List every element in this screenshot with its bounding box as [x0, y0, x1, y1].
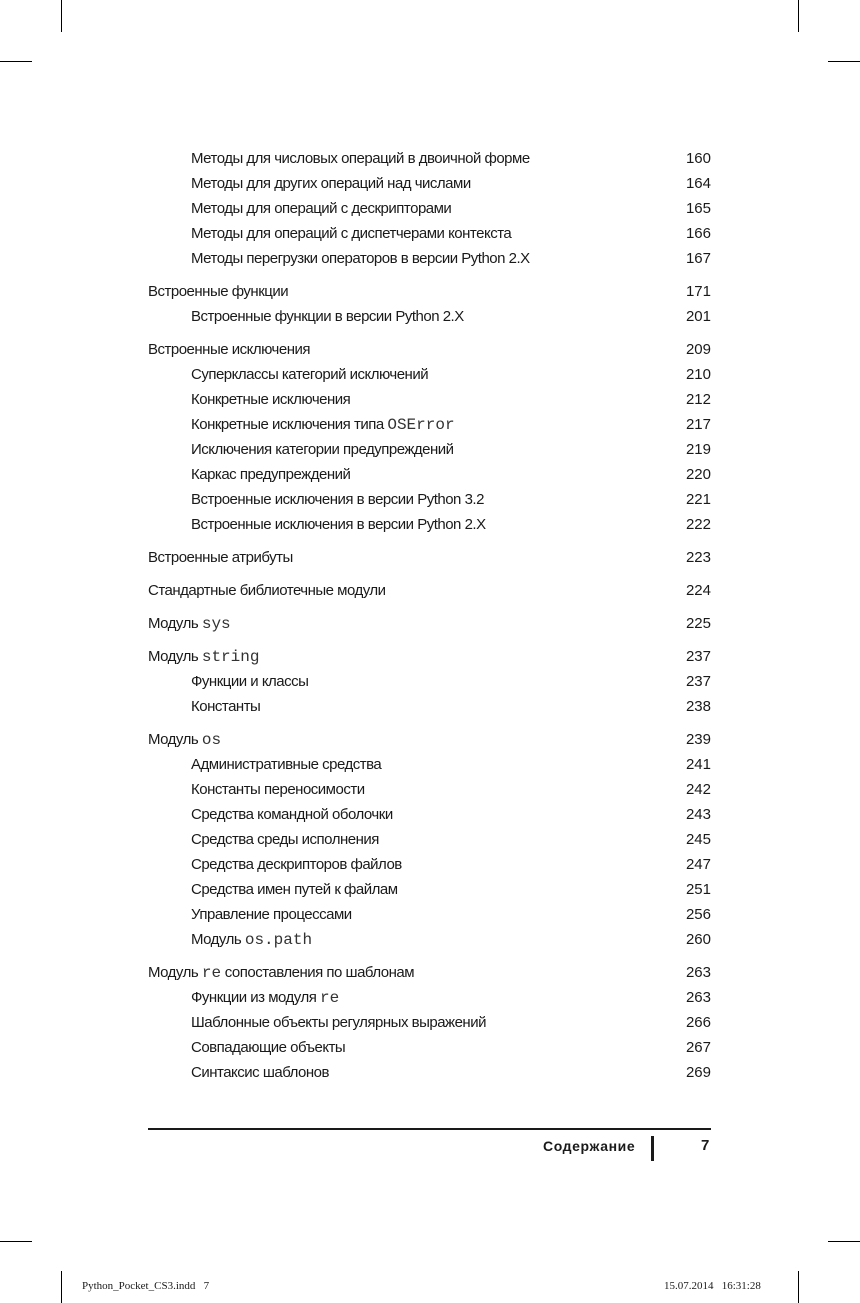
toc-entry-title	[191, 1010, 486, 1035]
toc-subentry[interactable]	[148, 1060, 711, 1085]
crop-mark	[798, 0, 799, 32]
footer-rule	[148, 1128, 711, 1130]
code-term: sys	[201, 615, 231, 633]
toc-page-number: 247	[685, 856, 711, 873]
crop-mark	[798, 1271, 799, 1303]
title-text: Административные средства	[191, 756, 382, 773]
toc-page-number: 224	[685, 582, 711, 599]
footer-divider	[651, 1136, 654, 1161]
toc-page-number: 165	[685, 200, 711, 217]
toc-entry[interactable]	[148, 644, 711, 669]
toc-subentry[interactable]	[148, 246, 711, 271]
title-text: Средства среды исполнения	[191, 831, 379, 848]
title-text: Встроенные исключения в версии Python 3.2	[191, 491, 484, 508]
toc-entry-title	[191, 196, 451, 221]
title-text: Методы перегрузки операторов в версии Python 2.X	[191, 250, 530, 267]
toc-page-number: 210	[685, 366, 711, 383]
toc-page-number: 219	[685, 441, 711, 458]
title-text: Методы для операций с дескрипторами	[191, 200, 452, 217]
toc-entry-title	[191, 487, 484, 512]
toc-subentry[interactable]	[148, 387, 711, 412]
toc-entry-title	[148, 960, 414, 986]
toc-subentry[interactable]	[148, 927, 711, 952]
toc-entry[interactable]	[148, 279, 711, 304]
toc-entry-title	[191, 694, 260, 719]
toc-page-number: 242	[685, 781, 711, 798]
toc-page-number: 164	[685, 175, 711, 192]
toc-subentry[interactable]	[148, 304, 711, 329]
toc-subentry[interactable]	[148, 752, 711, 777]
toc-entry-title	[148, 337, 310, 362]
toc-page-number: 167	[685, 250, 711, 267]
toc-subentry[interactable]	[148, 877, 711, 902]
toc-page-number: 243	[685, 806, 711, 823]
crop-mark	[61, 0, 62, 32]
toc-subentry[interactable]	[148, 669, 711, 694]
toc-page-number: 266	[685, 1014, 711, 1031]
toc-page-number: 251	[685, 881, 711, 898]
toc-page-number: 263	[685, 989, 711, 1006]
toc-entry-title	[191, 412, 455, 438]
code-term: OSError	[387, 416, 455, 434]
toc-entry-title	[191, 146, 530, 171]
toc-entry-title	[148, 545, 293, 570]
toc-entry-title	[191, 752, 381, 777]
running-footer-label: Содержание	[543, 1138, 636, 1154]
toc-subentry[interactable]	[148, 852, 711, 877]
title-text: Модуль	[148, 648, 202, 665]
toc-entry-title	[191, 1060, 329, 1085]
toc-page-number: 245	[685, 831, 711, 848]
toc-entry-title	[191, 387, 350, 412]
toc-subentry[interactable]	[148, 1035, 711, 1060]
toc-subentry[interactable]	[148, 487, 711, 512]
toc-subentry[interactable]	[148, 437, 711, 462]
title-text: Конкретные исключения типа	[191, 416, 388, 433]
crop-mark	[61, 1271, 62, 1303]
toc-page-number: 223	[685, 549, 711, 566]
title-text: Средства имен путей к файлам	[191, 881, 398, 898]
title-text: Методы для числовых операций в двоичной форме	[191, 150, 530, 167]
code-term: re	[201, 964, 222, 982]
toc-entry-title	[148, 644, 259, 670]
title-text: Средства командной оболочки	[191, 806, 393, 823]
toc-page-number: 267	[685, 1039, 711, 1056]
toc-entry-title	[148, 578, 386, 603]
toc-subentry[interactable]	[148, 512, 711, 537]
toc-page-number: 160	[685, 150, 711, 167]
toc-page-number: 220	[685, 466, 711, 483]
toc-subentry[interactable]	[148, 196, 711, 221]
title-text: Средства дескрипторов файлов	[191, 856, 402, 873]
toc-subentry[interactable]	[148, 221, 711, 246]
title-text: Методы для других операций над числами	[191, 175, 471, 192]
title-text: Совпадающие объекты	[191, 1039, 346, 1056]
toc-subentry[interactable]	[148, 146, 711, 171]
toc-page-number: 263	[685, 964, 711, 981]
title-text: Стандартные библиотечные модули	[148, 582, 386, 599]
toc-entry-title	[191, 304, 464, 329]
toc-page-number: 217	[685, 416, 711, 433]
toc-page-number: 225	[685, 615, 711, 632]
toc-page-number: 256	[685, 906, 711, 923]
title-text: Синтаксис шаблонов	[191, 1064, 329, 1081]
title-text: Управление процессами	[191, 906, 352, 923]
code-term: os.path	[244, 931, 313, 949]
crop-mark	[0, 1241, 32, 1242]
toc-entry[interactable]	[148, 611, 711, 636]
toc-entry-title	[148, 279, 288, 304]
toc-entry-title	[191, 827, 379, 852]
toc-entry-title	[191, 852, 402, 877]
toc-entry[interactable]	[148, 960, 711, 985]
slug-filename: Python_Pocket_CS3.indd 7	[82, 1280, 210, 1292]
toc-subentry[interactable]	[148, 462, 711, 487]
toc-entry-title	[191, 362, 428, 387]
title-text: Константы переносимости	[191, 781, 365, 798]
toc-subentry[interactable]	[148, 412, 711, 437]
toc-subentry[interactable]	[148, 694, 711, 719]
toc-subentry[interactable]	[148, 171, 711, 196]
toc-entry-title	[148, 611, 231, 637]
toc-page-number: 212	[685, 391, 711, 408]
code-term: string	[201, 648, 260, 666]
crop-mark	[828, 61, 860, 62]
toc-entry-title	[191, 802, 393, 827]
toc-page-number: 238	[685, 698, 711, 715]
toc-entry-title	[191, 512, 486, 537]
toc-entry-title	[191, 985, 339, 1011]
toc-entry-title	[191, 927, 312, 953]
toc-entry-title	[191, 221, 511, 246]
title-text: Встроенные атрибуты	[148, 549, 293, 566]
toc-subentry[interactable]	[148, 777, 711, 802]
title-text: Встроенные исключения в версии Python 2.X	[191, 516, 486, 533]
page-number: 7	[701, 1137, 710, 1154]
title-text: Встроенные функции в версии Python 2.X	[191, 308, 464, 325]
toc-subentry[interactable]	[148, 827, 711, 852]
title-text: сопоставления по шаблонам	[221, 964, 415, 981]
title-text: Функции и классы	[191, 673, 309, 690]
slug-timestamp: 15.07.2014 16:31:28	[664, 1280, 761, 1292]
toc-entry-title	[191, 777, 365, 802]
toc-page-number: 222	[685, 516, 711, 533]
title-text: Исключения категории предупреждений	[191, 441, 454, 458]
toc-page-number: 269	[685, 1064, 711, 1081]
toc-subentry[interactable]	[148, 902, 711, 927]
toc-page-number: 260	[685, 931, 711, 948]
toc-entry-title	[148, 727, 221, 753]
toc-page-number: 221	[685, 491, 711, 508]
title-text: Методы для операций с диспетчерами контекста	[191, 225, 512, 242]
toc-entry-title	[191, 669, 308, 694]
title-text: Конкретные исключения	[191, 391, 351, 408]
toc-entry-title	[191, 437, 454, 462]
toc-page-number: 209	[685, 341, 711, 358]
title-text: Суперклассы категорий исключений	[191, 366, 429, 383]
title-text: Встроенные исключения	[148, 341, 310, 358]
toc-entry[interactable]	[148, 545, 711, 570]
toc-page-number: 241	[685, 756, 711, 773]
title-text: Встроенные функции	[148, 283, 289, 300]
toc-page-number: 237	[685, 648, 711, 665]
title-text: Модуль	[148, 615, 202, 632]
title-text: Константы	[191, 698, 261, 715]
toc-page-number: 166	[685, 225, 711, 242]
toc-subentry[interactable]	[148, 1010, 711, 1035]
toc-entry[interactable]	[148, 727, 711, 752]
code-term: os	[201, 731, 222, 749]
toc-page-number: 237	[685, 673, 711, 690]
toc-page-number: 171	[685, 283, 711, 300]
crop-mark	[828, 1241, 860, 1242]
title-text: Модуль	[148, 731, 202, 748]
crop-mark	[0, 61, 32, 62]
title-text: Функции из модуля	[191, 989, 320, 1006]
toc-page-number: 239	[685, 731, 711, 748]
code-term: re	[319, 989, 340, 1007]
title-text: Шаблонные объекты регулярных выражений	[191, 1014, 486, 1031]
toc-page-number: 201	[685, 308, 711, 325]
title-text: Модуль	[191, 931, 245, 948]
title-text: Модуль	[148, 964, 202, 981]
title-text: Каркас предупреждений	[191, 466, 351, 483]
toc-entry-title	[191, 171, 471, 196]
toc-subentry[interactable]	[148, 802, 711, 827]
toc-entry[interactable]	[148, 337, 711, 362]
toc-entry-title	[191, 462, 350, 487]
table-of-contents	[148, 146, 711, 1085]
toc-entry[interactable]	[148, 578, 711, 603]
toc-entry-title	[191, 1035, 345, 1060]
toc-subentry[interactable]	[148, 985, 711, 1010]
toc-entry-title	[191, 902, 352, 927]
toc-subentry[interactable]	[148, 362, 711, 387]
toc-entry-title	[191, 877, 398, 902]
toc-entry-title	[191, 246, 530, 271]
